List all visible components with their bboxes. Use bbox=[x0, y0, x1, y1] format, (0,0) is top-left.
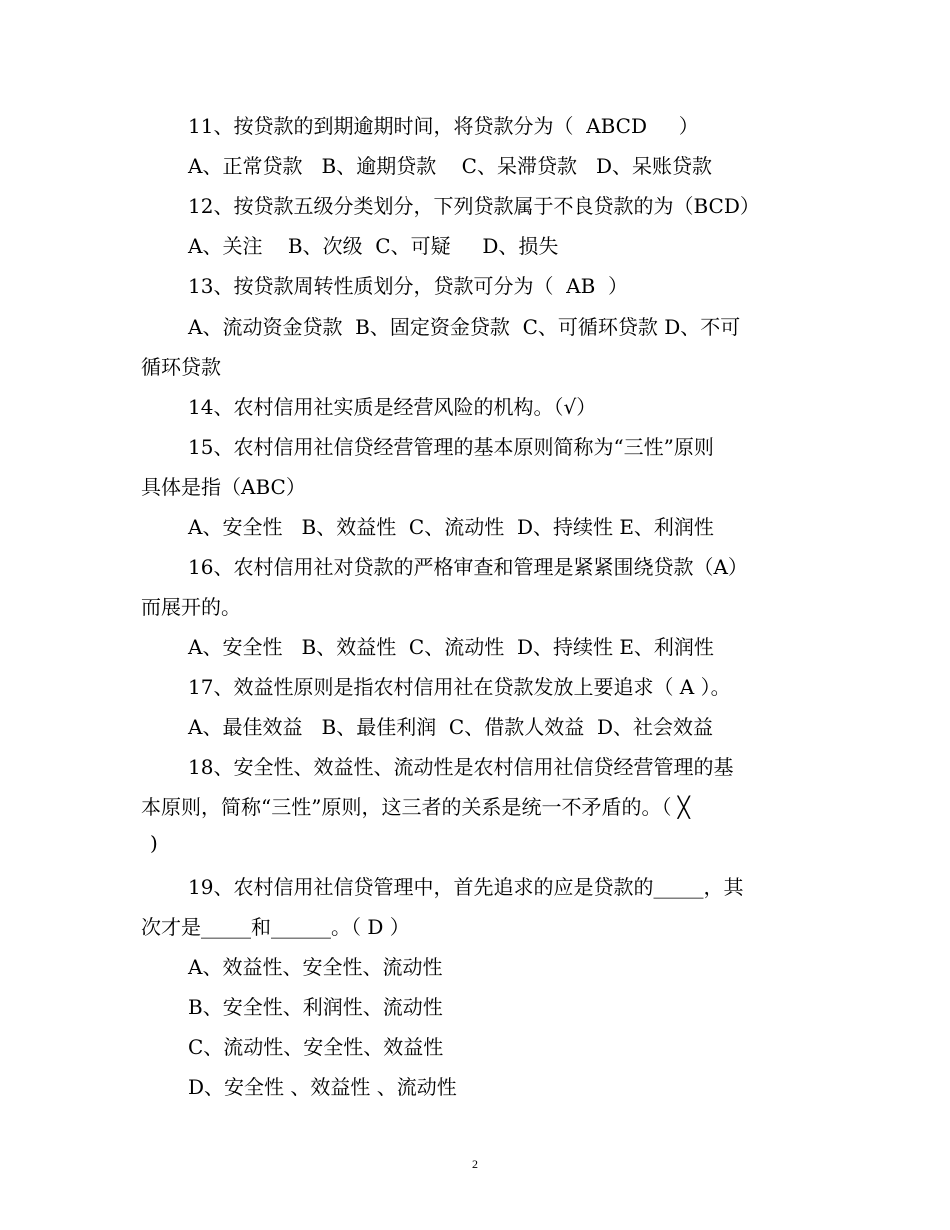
question-19-option-d: D、安全性 、效益性 、流动性 bbox=[188, 1075, 457, 1099]
question-18-close-paren: ) bbox=[150, 831, 158, 855]
question-16-options: A、安全性 B、效益性 C、流动性 D、持续性 E、利润性 bbox=[188, 635, 714, 659]
question-16: 16、农村信用社对贷款的严格审查和管理是紧紧围绕贷款（A） bbox=[188, 555, 748, 579]
question-15: 15、农村信用社信贷经营管理的基本原则简称为“三性”原则 bbox=[188, 435, 714, 459]
question-16-cont: 而展开的。 bbox=[141, 595, 241, 619]
question-13: 13、按贷款周转性质划分，贷款可分为（ AB ） bbox=[188, 274, 629, 298]
question-15-cont: 具体是指（ABC） bbox=[141, 475, 306, 499]
question-18-cont: 本原则，简称“三性”原则，这三者的关系是统一不矛盾的。（ ╳ bbox=[141, 795, 690, 819]
question-15-options: A、安全性 B、效益性 C、流动性 D、持续性 E、利润性 bbox=[188, 515, 714, 539]
question-12-options: A、关注 B、次级 C、可疑 D、损失 bbox=[188, 234, 559, 258]
question-11: 11、按贷款的到期逾期时间，将贷款分为（ ABCD ） bbox=[188, 114, 699, 138]
question-19-option-b: B、安全性、利润性、流动性 bbox=[188, 995, 443, 1019]
question-11-options: A、正常贷款 B、逾期贷款 C、呆滞贷款 D、呆账贷款 bbox=[188, 154, 713, 178]
page-number: 2 bbox=[472, 1157, 478, 1171]
question-13-options: A、流动资金贷款 B、固定资金贷款 C、可循环贷款 D、不可 bbox=[188, 315, 741, 339]
question-19-option-a: A、效益性、安全性、流动性 bbox=[188, 955, 443, 979]
question-19: 19、农村信用社信贷管理中，首先追求的应是贷款的_____，其 bbox=[188, 875, 744, 899]
question-19-option-c: C、流动性、安全性、效益性 bbox=[188, 1035, 444, 1059]
question-19-cont: 次才是_____和______。（ D ） bbox=[141, 915, 410, 939]
question-14: 14、农村信用社实质是经营风险的机构。（√） bbox=[188, 395, 597, 419]
question-17-options: A、最佳效益 B、最佳利润 C、借款人效益 D、社会效益 bbox=[188, 715, 713, 739]
question-18: 18、安全性、效益性、流动性是农村信用社信贷经营管理的基 bbox=[188, 755, 734, 779]
question-17: 17、效益性原则是指农村信用社在贷款发放上要追求（ A ）。 bbox=[188, 675, 731, 699]
question-13-options-cont: 循环贷款 bbox=[141, 355, 221, 379]
question-12: 12、按贷款五级分类划分，下列贷款属于不良贷款的为（BCD） bbox=[188, 194, 760, 218]
